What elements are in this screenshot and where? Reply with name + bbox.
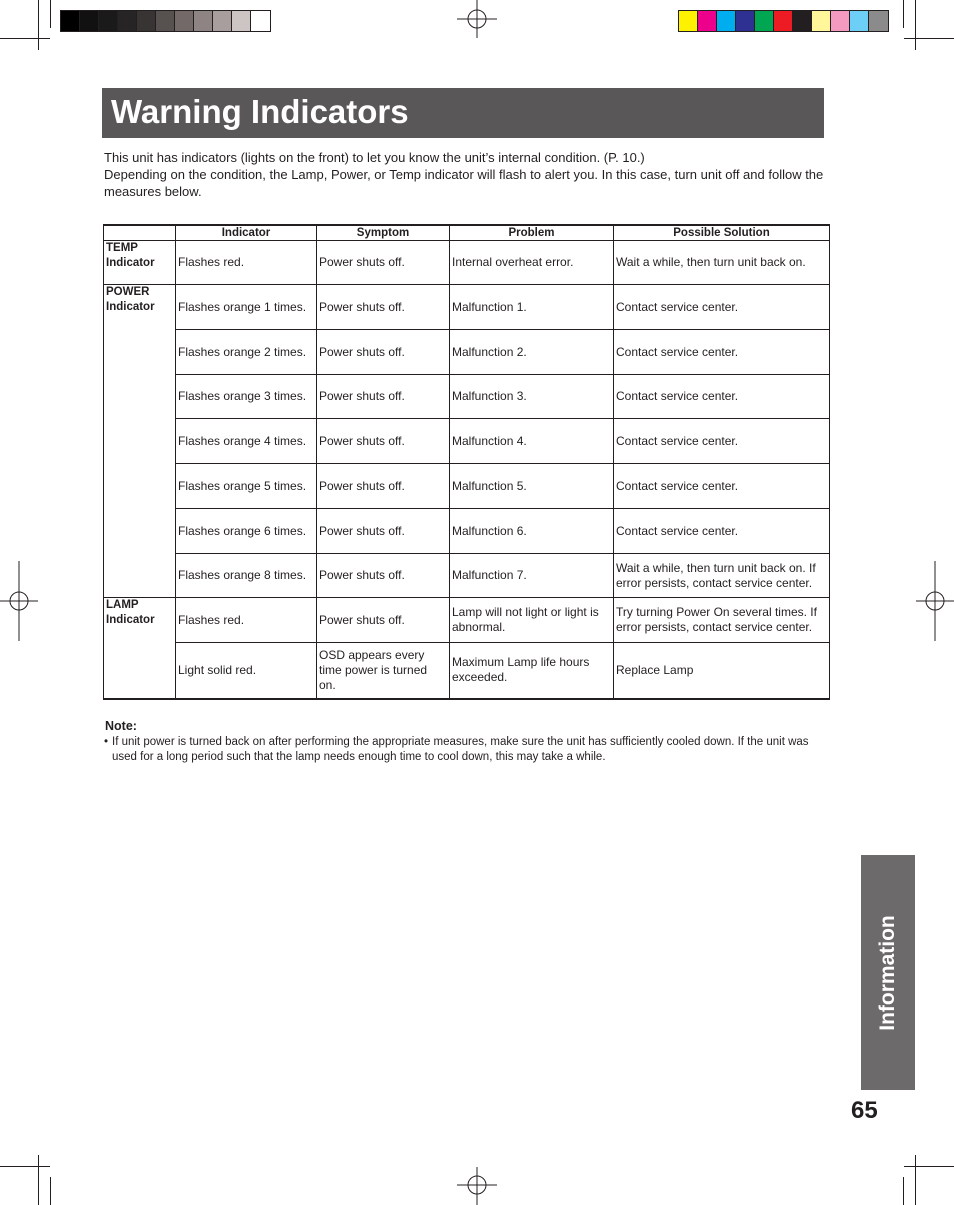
cell-problem: Malfunction 7. xyxy=(450,554,614,598)
cell-indicator: Flashes orange 5 times. xyxy=(176,464,317,509)
cell-solution: Wait a while, then turn unit back on. xyxy=(614,241,830,285)
grayscale-color-bar xyxy=(60,10,271,32)
color-swatch xyxy=(137,11,156,31)
color-swatch xyxy=(850,11,869,31)
registration-mark-right xyxy=(914,561,954,641)
cell-indicator: Flashes red. xyxy=(176,241,317,285)
cell-solution: Contact service center. xyxy=(614,330,830,375)
cell-symptom: Power shuts off. xyxy=(317,285,450,330)
table-row xyxy=(104,464,830,509)
cell-solution: Replace Lamp xyxy=(614,643,830,699)
cell-problem: Internal overheat error. xyxy=(450,241,614,285)
cell-symptom: Power shuts off. xyxy=(317,330,450,375)
indicator-group-lamp: LAMP Indicator xyxy=(104,598,176,699)
intro-text xyxy=(104,149,824,200)
intro-line-2: Depending on the condition, the Lamp, Power, or Temp indicator will flash to alert you. In this case, turn unit off and follow the measures below. xyxy=(104,167,824,199)
note-body xyxy=(104,735,828,765)
cell-solution: Wait a while, then turn unit back on. If error persists, contact service center. xyxy=(614,554,830,598)
title-bar xyxy=(102,88,824,138)
cell-problem: Malfunction 1. xyxy=(450,285,614,330)
color-swatch xyxy=(869,11,888,31)
color-swatch xyxy=(194,11,213,31)
table-row xyxy=(104,598,830,643)
cell-symptom: Power shuts off. xyxy=(317,375,450,419)
header-problem: Problem xyxy=(450,225,614,241)
cell-symptom: Power shuts off. xyxy=(317,464,450,509)
cell-problem: Malfunction 6. xyxy=(450,509,614,554)
cell-solution: Contact service center. xyxy=(614,285,830,330)
cell-symptom: OSD appears every time power is turned on. xyxy=(317,643,450,699)
registration-mark-bottom xyxy=(457,1165,497,1205)
cell-solution: Contact service center. xyxy=(614,464,830,509)
cell-symptom: Power shuts off. xyxy=(317,241,450,285)
warning-indicators-table xyxy=(103,224,830,700)
cell-symptom: Power shuts off. xyxy=(317,509,450,554)
color-swatch xyxy=(774,11,793,31)
color-swatch xyxy=(213,11,232,31)
color-swatch xyxy=(793,11,812,31)
table-row xyxy=(104,554,830,598)
color-swatch xyxy=(831,11,850,31)
page-number: 65 xyxy=(851,1097,878,1124)
color-swatch xyxy=(812,11,831,31)
table-row xyxy=(104,509,830,554)
indicator-group-temp: TEMP Indicator xyxy=(104,241,176,285)
color-swatch xyxy=(80,11,99,31)
section-tab xyxy=(861,855,915,1090)
table-row xyxy=(104,285,830,330)
cell-problem: Maximum Lamp life hours exceeded. xyxy=(450,643,614,699)
note-heading: Note: xyxy=(105,719,137,733)
cell-indicator: Flashes red. xyxy=(176,598,317,643)
color-swatch xyxy=(156,11,175,31)
cell-problem: Lamp will not light or light is abnormal. xyxy=(450,598,614,643)
registration-mark-top xyxy=(457,0,497,40)
section-tab-label: Information xyxy=(876,914,899,1031)
page-title: Warning Indicators xyxy=(111,93,409,130)
cell-indicator: Flashes orange 2 times. xyxy=(176,330,317,375)
color-swatch xyxy=(755,11,774,31)
note-bullet: • xyxy=(104,736,109,748)
intro-line-1: This unit has indicators (lights on the front) to let you know the unit’s internal condition. (P. 10.) xyxy=(104,150,645,165)
indicator-group-power: POWER Indicator xyxy=(104,285,176,598)
table-row xyxy=(104,241,830,285)
cell-solution: Contact service center. xyxy=(614,509,830,554)
process-color-bar xyxy=(678,10,889,32)
header-indicator: Indicator xyxy=(176,225,317,241)
cell-solution: Try turning Power On several times. If error persists, contact service center. xyxy=(614,598,830,643)
header-symptom: Symptom xyxy=(317,225,450,241)
color-swatch xyxy=(61,11,80,31)
cell-indicator: Flashes orange 6 times. xyxy=(176,509,317,554)
color-swatch xyxy=(251,11,270,31)
color-swatch xyxy=(717,11,736,31)
note-text: If unit power is turned back on after performing the appropriate measures, make sure the unit has sufficiently cooled down. If the unit was used for a long period such that the lamp needs enough time to cool down, this may take a while. xyxy=(112,736,809,763)
cell-indicator: Flashes orange 4 times. xyxy=(176,419,317,464)
cell-problem: Malfunction 3. xyxy=(450,375,614,419)
header-group xyxy=(104,225,176,241)
header-solution: Possible Solution xyxy=(614,225,830,241)
color-swatch xyxy=(175,11,194,31)
cell-symptom: Power shuts off. xyxy=(317,419,450,464)
table-row xyxy=(104,643,830,699)
color-swatch xyxy=(232,11,251,31)
cell-indicator: Flashes orange 8 times. xyxy=(176,554,317,598)
registration-mark-left xyxy=(0,561,40,641)
cell-solution: Contact service center. xyxy=(614,375,830,419)
cell-solution: Contact service center. xyxy=(614,419,830,464)
color-swatch xyxy=(118,11,137,31)
table-header-row xyxy=(104,225,830,241)
color-swatch xyxy=(698,11,717,31)
cell-indicator: Flashes orange 3 times. xyxy=(176,375,317,419)
color-swatch xyxy=(99,11,118,31)
cell-problem: Malfunction 5. xyxy=(450,464,614,509)
cell-indicator: Flashes orange 1 times. xyxy=(176,285,317,330)
table-row xyxy=(104,419,830,464)
cell-problem: Malfunction 2. xyxy=(450,330,614,375)
table-row xyxy=(104,330,830,375)
cell-symptom: Power shuts off. xyxy=(317,554,450,598)
table-row xyxy=(104,375,830,419)
color-swatch xyxy=(679,11,698,31)
color-swatch xyxy=(736,11,755,31)
cell-indicator: Light solid red. xyxy=(176,643,317,699)
cell-problem: Malfunction 4. xyxy=(450,419,614,464)
cell-symptom: Power shuts off. xyxy=(317,598,450,643)
